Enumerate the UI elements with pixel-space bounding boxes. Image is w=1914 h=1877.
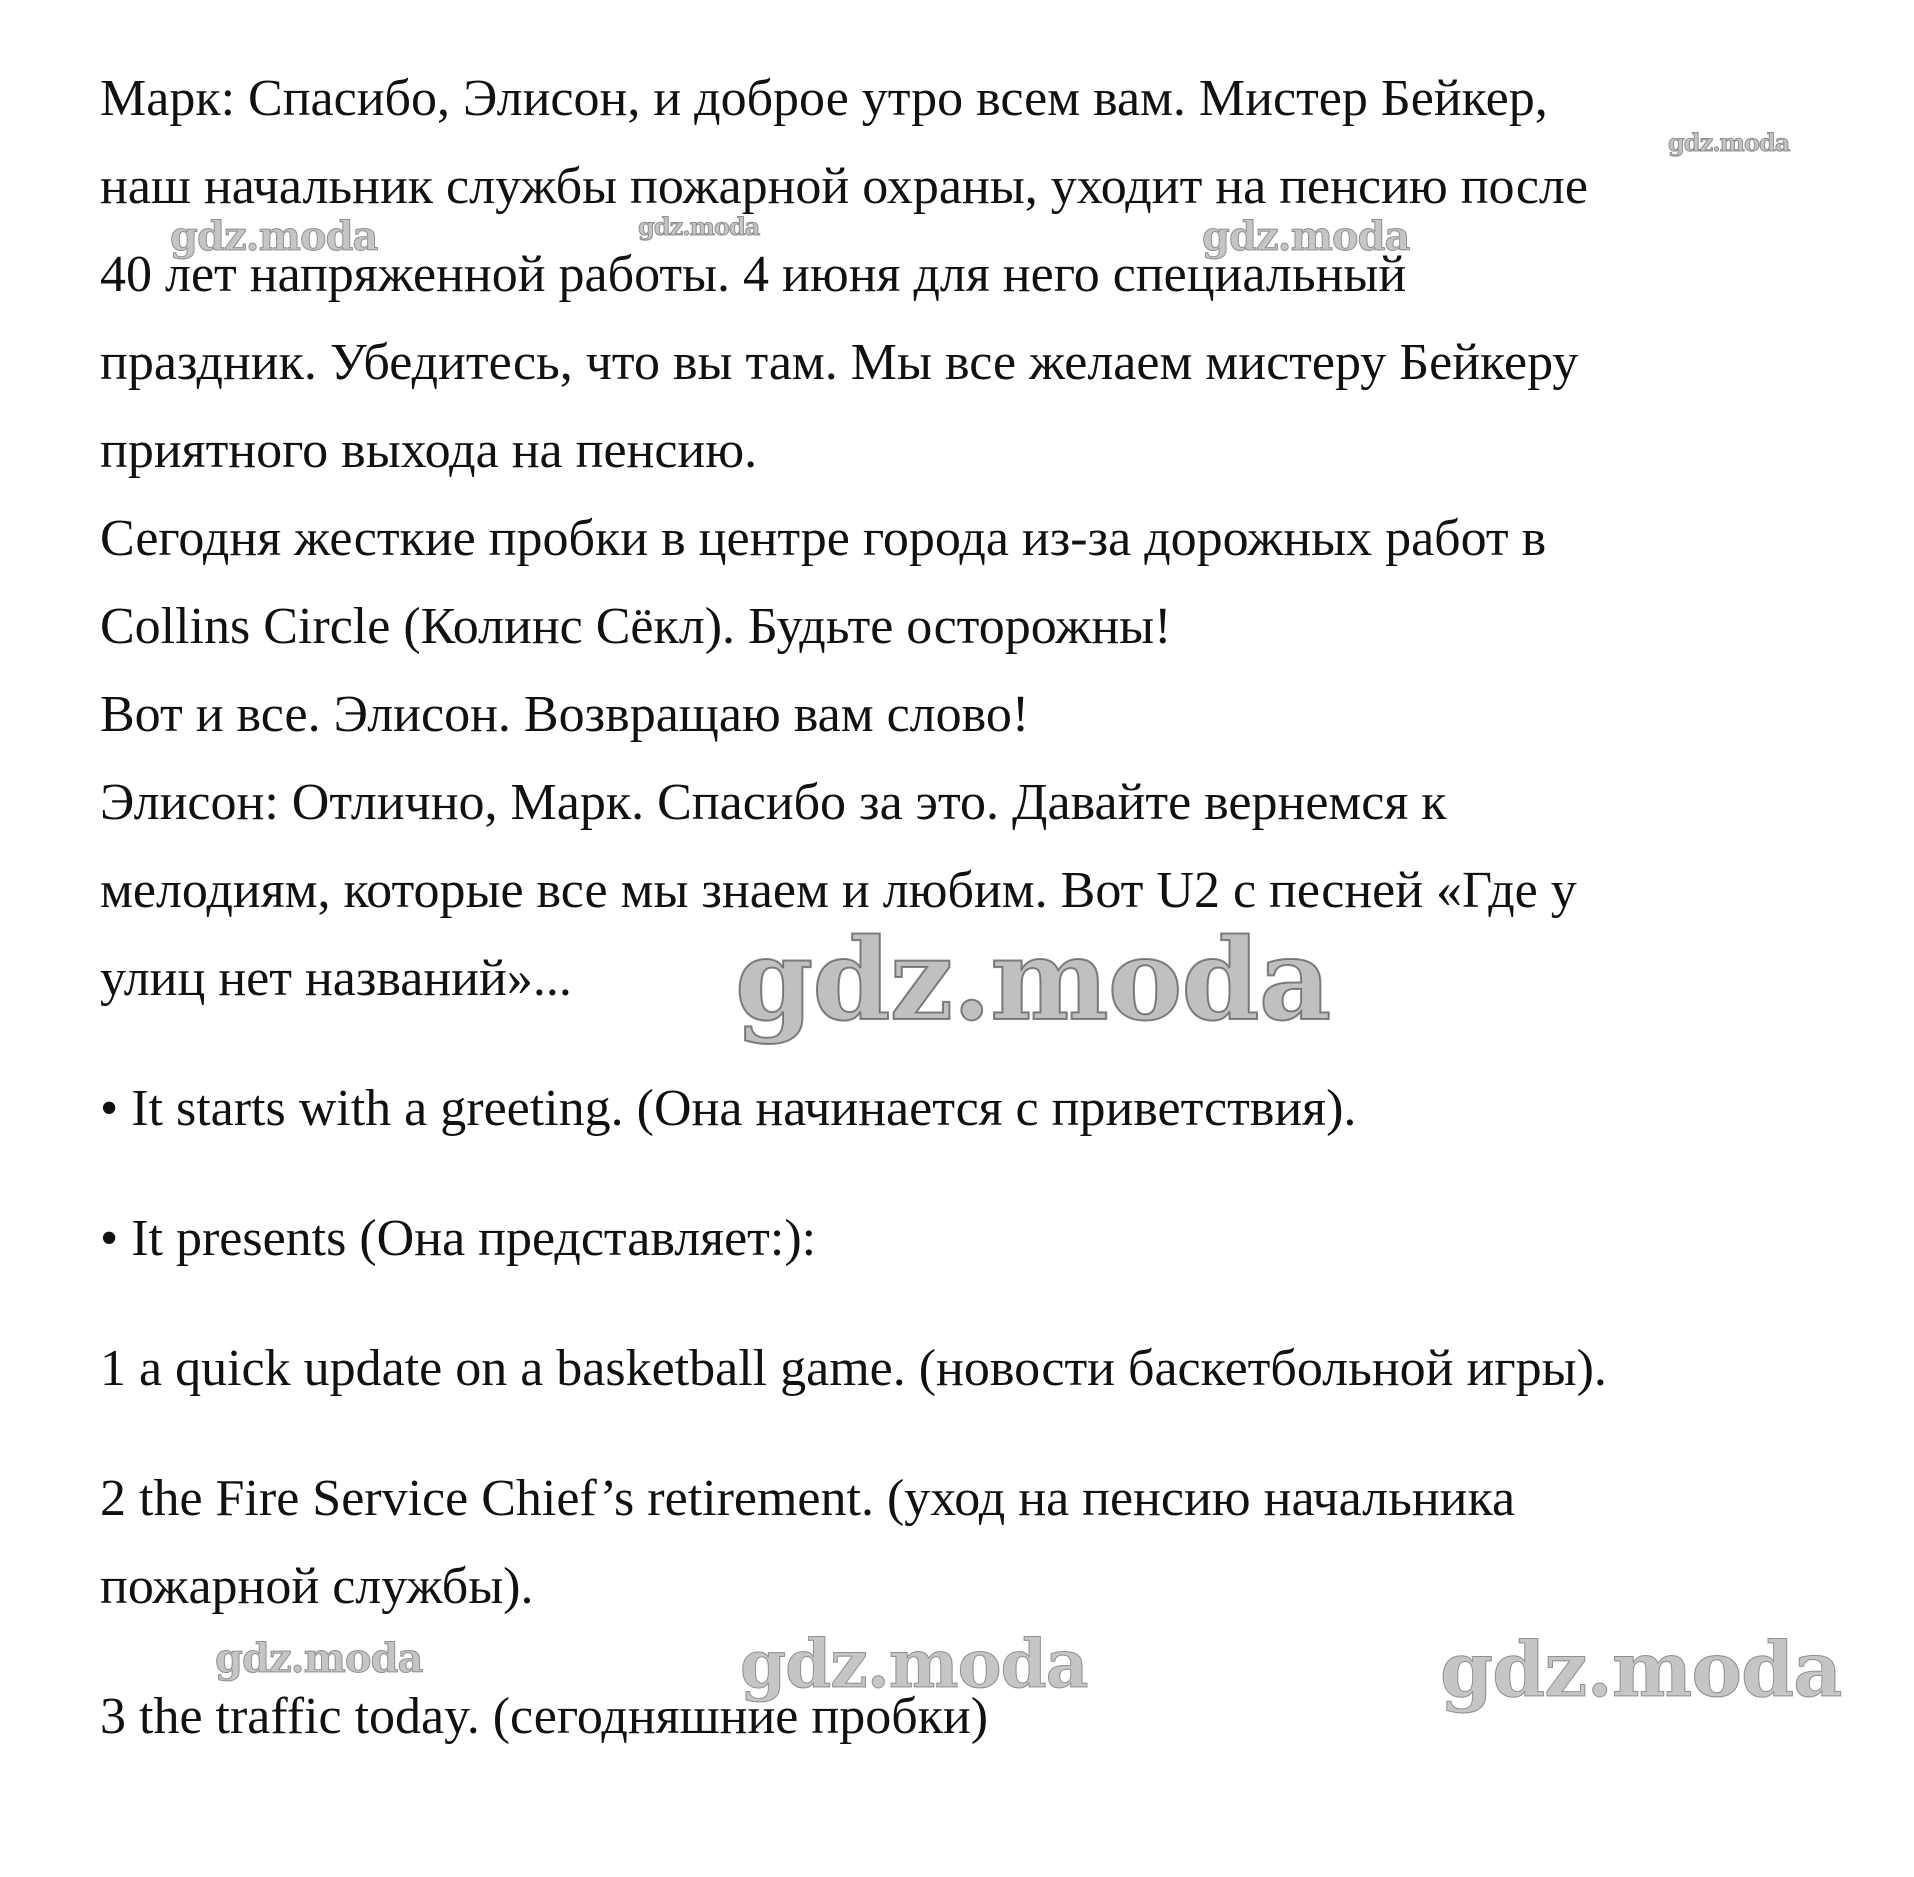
document-body — [100, 55, 1860, 1761]
traffic-paragraph — [100, 495, 1860, 671]
mark-speech-paragraph — [100, 55, 1860, 495]
text-line: Марк: Спасибо, Элисон, и доброе утро всем вам. Мистер Бейкер, — [100, 70, 1548, 127]
watermark: gdz.moda — [1202, 213, 1410, 260]
bullet-greeting — [100, 1065, 1860, 1153]
text-line: праздник. Убедитесь, что вы там. Мы все желаем мистеру Бейкеру — [100, 334, 1579, 391]
bullet-line: • It starts with a greeting. (Она начинается с приветствия). — [100, 1080, 1357, 1137]
text-line: мелодиям, которые все мы знаем и любим. Вот U2 с песней «Где у — [100, 862, 1577, 919]
text-line: Элисон: Отлично, Марк. Спасибо за это. Давайте вернемся к — [100, 774, 1447, 831]
watermark: gdz.moda — [638, 212, 760, 241]
watermark: gdz.moda — [740, 1625, 1088, 1703]
handover-paragraph — [100, 671, 1860, 759]
text-line: Collins Circle (Колинс Сёкл). Будьте осторожны! — [100, 598, 1172, 655]
text-line: наш начальник службы пожарной охраны, уходит на пенсию после — [100, 158, 1588, 215]
text-line: Вот и все. Элисон. Возвращаю вам слово! — [100, 686, 1030, 743]
watermark: gdz.moda — [1668, 128, 1790, 157]
item-retirement — [100, 1455, 1860, 1631]
text-line: приятного выхода на пенсию. — [100, 422, 758, 479]
watermark: gdz.moda — [1440, 1625, 1842, 1714]
item-line: 2 the Fire Service Chief’s retirement. (уход на пенсию начальника — [100, 1470, 1516, 1527]
watermark: gdz.moda — [170, 213, 378, 260]
item-basketball — [100, 1325, 1860, 1413]
text-line: 40 лет напряженной работы. 4 июня для него специальный — [100, 246, 1407, 303]
bullet-line: • It presents (Она представляет:): — [100, 1210, 817, 1267]
bullet-presents — [100, 1195, 1860, 1283]
watermark: gdz.moda — [735, 915, 1331, 1046]
item-line: пожарной службы). — [100, 1558, 534, 1615]
watermark: gdz.moda — [215, 1635, 423, 1682]
item-line: 1 a quick update on a basketball game. (новости баскетбольной игры). — [100, 1340, 1607, 1397]
text-line: улиц нет названий»... — [100, 950, 572, 1007]
item-line: 3 the traffic today. (сегодняшние пробки) — [100, 1688, 989, 1745]
text-line: Сегодня жесткие пробки в центре города из-за дорожных работ в — [100, 510, 1547, 567]
